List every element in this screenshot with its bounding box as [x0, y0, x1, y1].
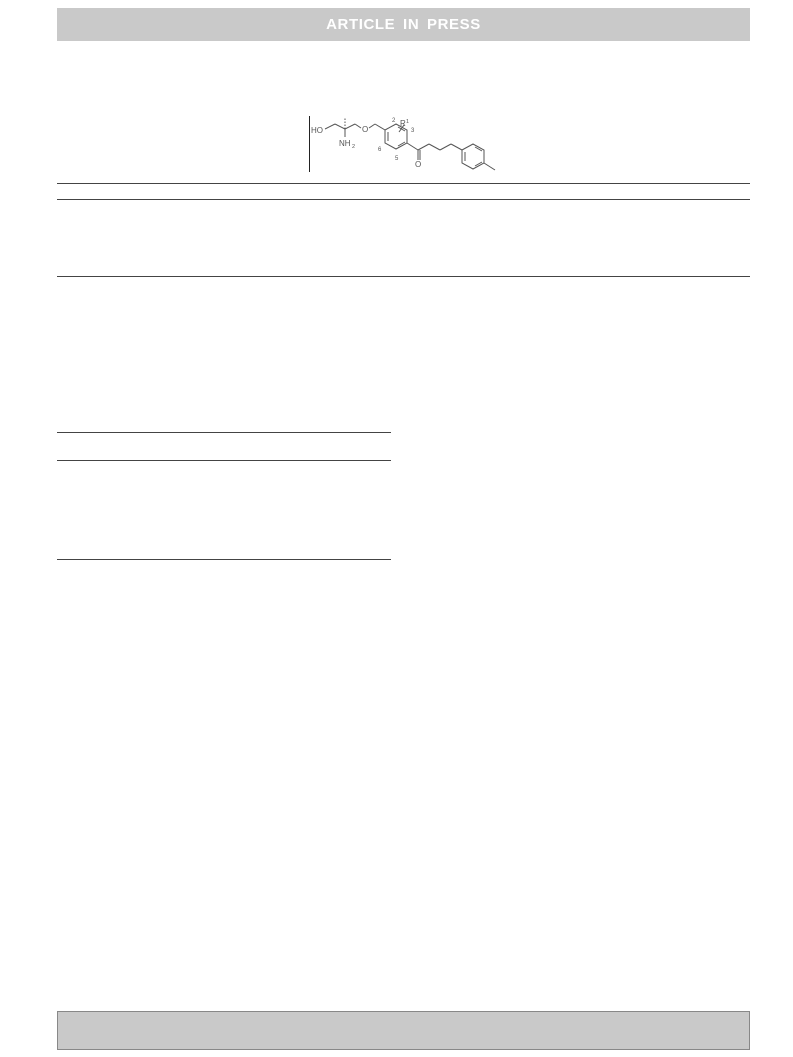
position-6-label: 6 — [378, 147, 382, 153]
running-title: ARTICLE IN PRESS — [326, 16, 481, 33]
nh2-subscript: 2 — [352, 144, 356, 150]
running-header — [57, 8, 750, 41]
ho-label: HO — [311, 126, 323, 135]
table2-top-rule — [57, 432, 391, 433]
chemical-structure — [308, 108, 508, 180]
r1-label: R — [400, 119, 406, 128]
table1-header-rule — [57, 199, 750, 200]
r1-superscript: 1 — [406, 119, 410, 125]
running-footer — [57, 1011, 750, 1050]
ketone-oxygen-label: O — [415, 160, 422, 169]
position-3-label: 3 — [411, 128, 415, 134]
table1-bottom-rule — [57, 276, 750, 277]
position-2-label: 2 — [392, 118, 396, 124]
position-5-label: 5 — [395, 156, 399, 162]
nh2-label: NH — [339, 139, 351, 148]
table1-top-rule — [57, 183, 750, 184]
ether-oxygen-label: O — [362, 125, 369, 134]
table2-header-rule — [57, 460, 391, 461]
table2-bottom-rule — [57, 559, 391, 560]
